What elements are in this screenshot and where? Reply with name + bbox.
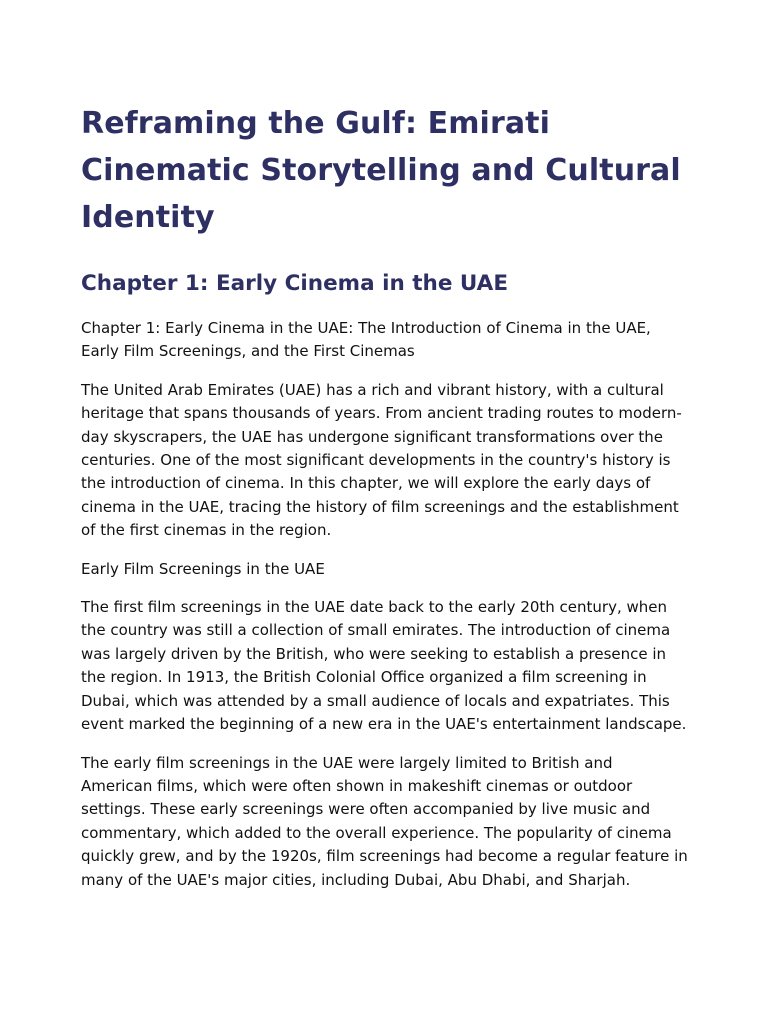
chapter-heading: Chapter 1: Early Cinema in the UAE: [81, 271, 509, 296]
paragraph-first-screenings: The first film screenings in the UAE date back to the early 20th century, when the country was still a collection of small emirates. The introduction of cinema was largely driven by the British, who were seeking to establish a presence in the region. In 1913, the British Colonial Office organized a film screening in Dubai, which was attended by a small audience of locals and expatriates. This event marked the beginning of a new era in the UAE's entertainment landscape.: [81, 598, 687, 734]
section-label-early-screenings: Early Film Screenings in the UAE: [81, 559, 325, 578]
book-title: Reframing the Gulf: Emirati Cinematic Storytelling and Cultural Identity: [81, 106, 681, 235]
paragraph-chapter-subtitle: Chapter 1: Early Cinema in the UAE: The Introduction of Cinema in the UAE, Early Film Screenings, and the First Cinemas: [81, 319, 651, 361]
paragraph-early-films: The early film screenings in the UAE were largely limited to British and American films, which were often shown in makeshift cinemas or outdoor settings. These early screenings were often accompanied by live music and commentary, which added to the overall experience. The popularity of cinema quickly grew, and by the 1920s, film screenings had become a regular feature in many of the UAE's major cities, including Dubai, Abu Dhabi, and Sharjah.: [81, 753, 688, 889]
paragraph-intro: The United Arab Emirates (UAE) has a rich and vibrant history, with a cultural heritage that spans thousands of years. From ancient trading routes to modern-day skyscrapers, the UAE has undergone significant transformations over the centuries. One of the most significant developments in the country's history is the introduction of cinema. In this chapter, we will explore the early days of cinema in the UAE, tracing the history of film screenings and the establishment of the first cinemas in the region.: [81, 380, 682, 540]
